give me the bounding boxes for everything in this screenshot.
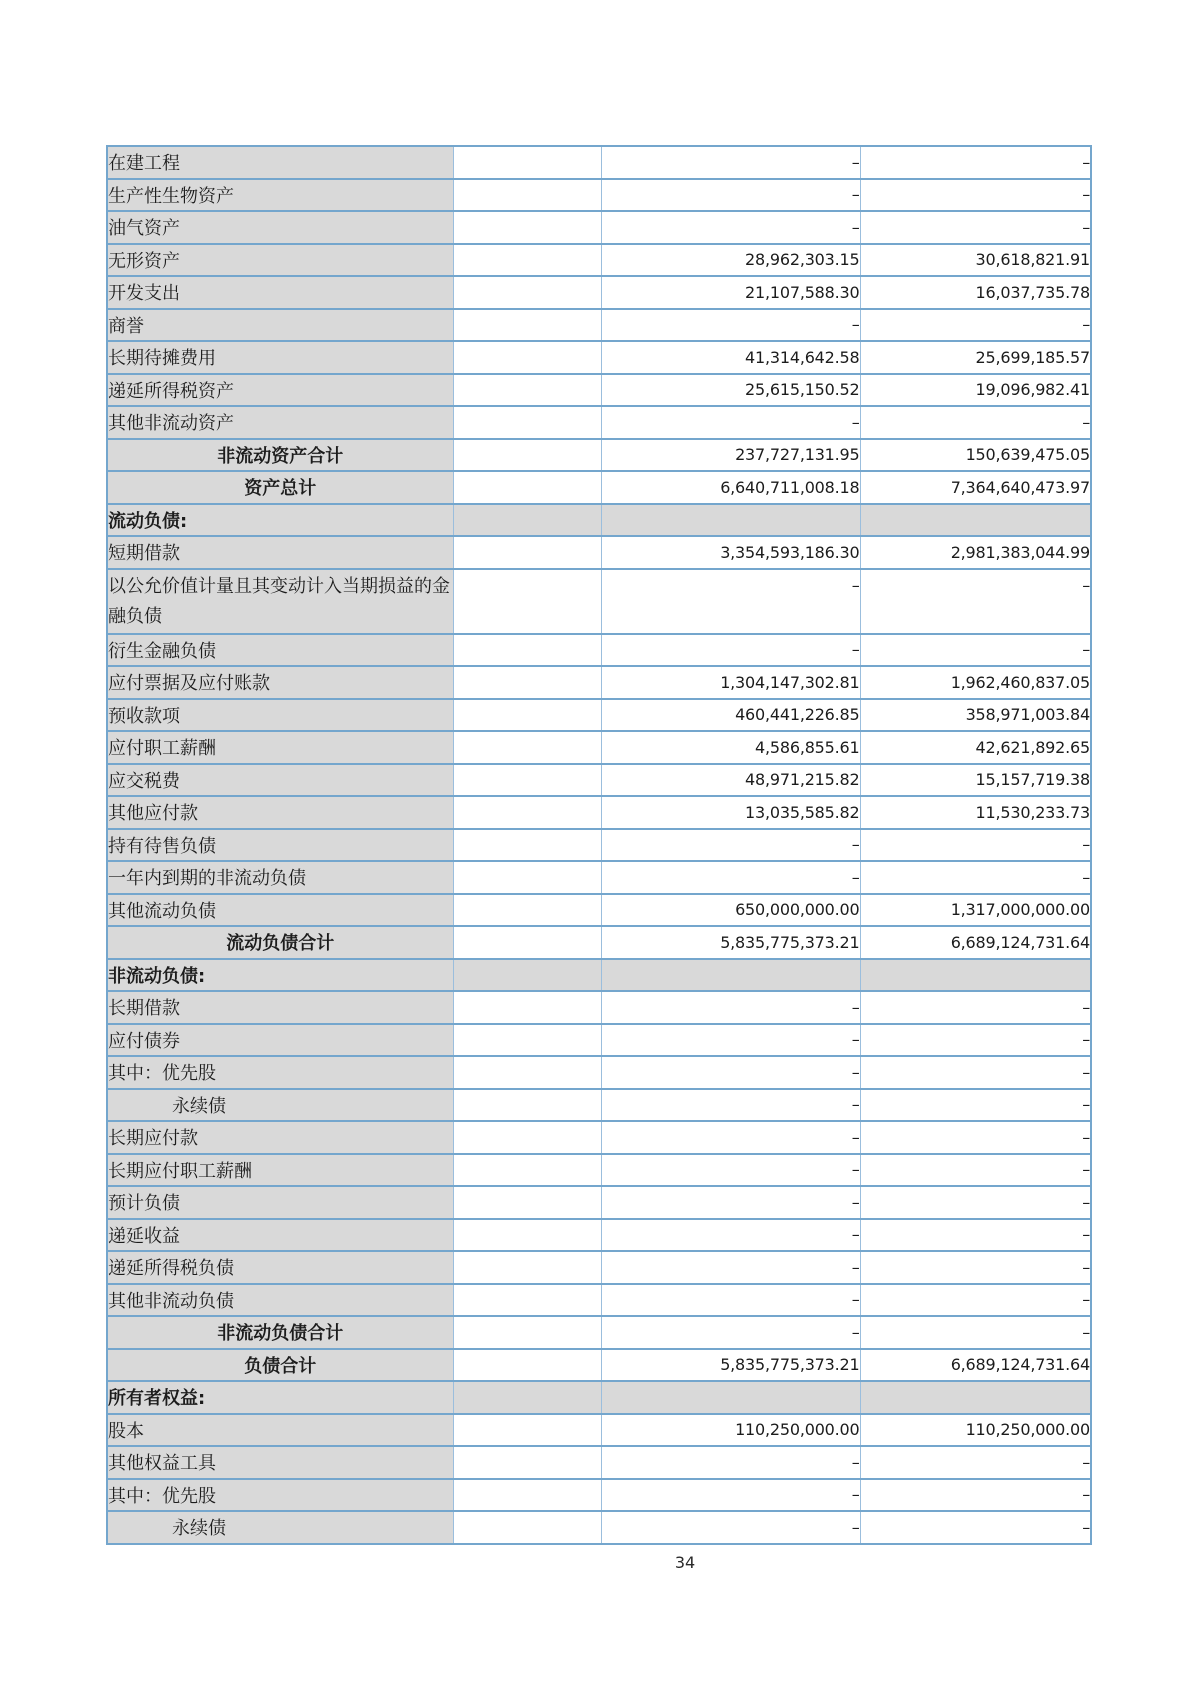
current-amount: 48,971,215.82 <box>601 764 860 797</box>
current-amount: 6,640,711,008.18 <box>601 471 860 504</box>
prior-amount: – <box>860 861 1091 894</box>
prior-amount <box>860 504 1091 537</box>
prior-amount: – <box>860 829 1091 862</box>
table-row <box>107 1024 1091 1057</box>
balance-sheet-rows <box>107 146 1091 1544</box>
row-label: 其他非流动负债 <box>107 1284 453 1317</box>
table-row <box>107 276 1091 309</box>
prior-amount: – <box>860 1089 1091 1122</box>
row-label: 其他流动负债 <box>107 894 453 927</box>
note-cell <box>453 829 601 862</box>
note-cell <box>453 1511 601 1544</box>
note-cell <box>453 634 601 667</box>
row-label: 预计负债 <box>107 1186 453 1219</box>
note-cell <box>453 1414 601 1447</box>
note-cell <box>453 504 601 537</box>
current-amount: – <box>601 829 860 862</box>
prior-amount: 19,096,982.41 <box>860 374 1091 407</box>
current-amount: – <box>601 406 860 439</box>
note-cell <box>453 471 601 504</box>
current-amount: 25,615,150.52 <box>601 374 860 407</box>
current-amount: – <box>601 179 860 212</box>
row-label: 所有者权益: <box>107 1381 453 1414</box>
current-amount: 650,000,000.00 <box>601 894 860 927</box>
note-cell <box>453 796 601 829</box>
table-row <box>107 894 1091 927</box>
row-label: 非流动资产合计 <box>107 439 453 472</box>
current-amount: 5,835,775,373.21 <box>601 926 860 959</box>
current-amount: 21,107,588.30 <box>601 276 860 309</box>
prior-amount: – <box>860 569 1091 634</box>
current-amount <box>601 504 860 537</box>
current-amount: – <box>601 991 860 1024</box>
current-amount: – <box>601 1251 860 1284</box>
note-cell <box>453 1089 601 1122</box>
note-cell <box>453 1121 601 1154</box>
row-label: 应交税费 <box>107 764 453 797</box>
row-label: 预收款项 <box>107 699 453 732</box>
row-label: 递延所得税资产 <box>107 374 453 407</box>
row-label: 一年内到期的非流动负债 <box>107 861 453 894</box>
prior-amount: – <box>860 1056 1091 1089</box>
table-row <box>107 1056 1091 1089</box>
row-label: 流动负债合计 <box>107 926 453 959</box>
row-label: 资产总计 <box>107 471 453 504</box>
prior-amount: – <box>860 1251 1091 1284</box>
table-row <box>107 959 1091 992</box>
current-amount: – <box>601 1479 860 1512</box>
prior-amount: – <box>860 309 1091 342</box>
table-row <box>107 1479 1091 1512</box>
table-row <box>107 1284 1091 1317</box>
current-amount <box>601 959 860 992</box>
row-label: 短期借款 <box>107 536 453 569</box>
note-cell <box>453 276 601 309</box>
row-label: 负债合计 <box>107 1349 453 1382</box>
note-cell <box>453 244 601 277</box>
current-amount: – <box>601 1154 860 1187</box>
table-row <box>107 666 1091 699</box>
table-row <box>107 439 1091 472</box>
table-row <box>107 1381 1091 1414</box>
note-cell <box>453 926 601 959</box>
table-row <box>107 504 1091 537</box>
current-amount: – <box>601 1024 860 1057</box>
table-row <box>107 829 1091 862</box>
prior-amount: 11,530,233.73 <box>860 796 1091 829</box>
table-row <box>107 309 1091 342</box>
prior-amount: 1,317,000,000.00 <box>860 894 1091 927</box>
prior-amount: 2,981,383,044.99 <box>860 536 1091 569</box>
note-cell <box>453 861 601 894</box>
table-row <box>107 1089 1091 1122</box>
note-cell <box>453 1251 601 1284</box>
row-label: 股本 <box>107 1414 453 1447</box>
row-label: 应付职工薪酬 <box>107 731 453 764</box>
note-cell <box>453 146 601 179</box>
current-amount: – <box>601 569 860 634</box>
prior-amount: – <box>860 179 1091 212</box>
table-row <box>107 1121 1091 1154</box>
note-cell <box>453 179 601 212</box>
current-amount: – <box>601 1089 860 1122</box>
table-row <box>107 991 1091 1024</box>
row-label: 长期应付款 <box>107 1121 453 1154</box>
table-row <box>107 179 1091 212</box>
prior-amount: 30,618,821.91 <box>860 244 1091 277</box>
prior-amount: – <box>860 1024 1091 1057</box>
prior-amount: 110,250,000.00 <box>860 1414 1091 1447</box>
note-cell <box>453 211 601 244</box>
current-amount: – <box>601 1511 860 1544</box>
row-label: 无形资产 <box>107 244 453 277</box>
table-row <box>107 1316 1091 1349</box>
row-label: 长期应付职工薪酬 <box>107 1154 453 1187</box>
note-cell <box>453 1284 601 1317</box>
prior-amount: – <box>860 634 1091 667</box>
table-row <box>107 1349 1091 1382</box>
current-amount: 28,962,303.15 <box>601 244 860 277</box>
row-label: 永续债 <box>107 1511 453 1544</box>
current-amount: 460,441,226.85 <box>601 699 860 732</box>
note-cell <box>453 1219 601 1252</box>
prior-amount: 25,699,185.57 <box>860 341 1091 374</box>
row-label: 应付票据及应付账款 <box>107 666 453 699</box>
prior-amount: 7,364,640,473.97 <box>860 471 1091 504</box>
table-row <box>107 341 1091 374</box>
table-row <box>107 1511 1091 1544</box>
prior-amount: – <box>860 146 1091 179</box>
row-label: 递延收益 <box>107 1219 453 1252</box>
table-row <box>107 764 1091 797</box>
row-label: 其中：优先股 <box>107 1479 453 1512</box>
prior-amount: – <box>860 1446 1091 1479</box>
current-amount: 4,586,855.61 <box>601 731 860 764</box>
prior-amount: – <box>860 1219 1091 1252</box>
note-cell <box>453 699 601 732</box>
current-amount: – <box>601 1446 860 1479</box>
row-label: 油气资产 <box>107 211 453 244</box>
prior-amount: – <box>860 1154 1091 1187</box>
table-row <box>107 406 1091 439</box>
table-row <box>107 374 1091 407</box>
table-row <box>107 1154 1091 1187</box>
prior-amount: – <box>860 1479 1091 1512</box>
prior-amount: – <box>860 1121 1091 1154</box>
table-row <box>107 1251 1091 1284</box>
row-label: 在建工程 <box>107 146 453 179</box>
note-cell <box>453 1446 601 1479</box>
current-amount: – <box>601 211 860 244</box>
current-amount: 41,314,642.58 <box>601 341 860 374</box>
note-cell <box>453 666 601 699</box>
prior-amount: – <box>860 1316 1091 1349</box>
page-number: 34 <box>674 1553 696 1572</box>
prior-amount <box>860 1381 1091 1414</box>
note-cell <box>453 764 601 797</box>
row-label: 以公允价值计量且其变动计入当期损益的金融负债 <box>107 569 453 634</box>
row-label: 非流动负债: <box>107 959 453 992</box>
note-cell <box>453 374 601 407</box>
note-cell <box>453 1479 601 1512</box>
note-cell <box>453 991 601 1024</box>
note-cell <box>453 536 601 569</box>
table-row <box>107 1446 1091 1479</box>
current-amount: – <box>601 1056 860 1089</box>
prior-amount: 358,971,003.84 <box>860 699 1091 732</box>
table-row <box>107 569 1091 634</box>
note-cell <box>453 569 601 634</box>
note-cell <box>453 1316 601 1349</box>
row-label: 长期待摊费用 <box>107 341 453 374</box>
note-cell <box>453 439 601 472</box>
note-cell <box>453 959 601 992</box>
note-cell <box>453 1381 601 1414</box>
prior-amount: 6,689,124,731.64 <box>860 926 1091 959</box>
current-amount: – <box>601 1284 860 1317</box>
current-amount: – <box>601 861 860 894</box>
prior-amount: – <box>860 1186 1091 1219</box>
row-label: 应付债券 <box>107 1024 453 1057</box>
prior-amount: – <box>860 211 1091 244</box>
row-label: 持有待售负债 <box>107 829 453 862</box>
prior-amount: 15,157,719.38 <box>860 764 1091 797</box>
row-label: 衍生金融负债 <box>107 634 453 667</box>
row-label: 其他应付款 <box>107 796 453 829</box>
current-amount: 110,250,000.00 <box>601 1414 860 1447</box>
table-row <box>107 699 1091 732</box>
current-amount: 3,354,593,186.30 <box>601 536 860 569</box>
table-row <box>107 244 1091 277</box>
current-amount: 1,304,147,302.81 <box>601 666 860 699</box>
row-label: 递延所得税负债 <box>107 1251 453 1284</box>
prior-amount: – <box>860 991 1091 1024</box>
table-row <box>107 634 1091 667</box>
current-amount: 5,835,775,373.21 <box>601 1349 860 1382</box>
note-cell <box>453 1056 601 1089</box>
current-amount: – <box>601 146 860 179</box>
current-amount: – <box>601 1219 860 1252</box>
table-row <box>107 861 1091 894</box>
prior-amount: – <box>860 1511 1091 1544</box>
row-label: 生产性生物资产 <box>107 179 453 212</box>
row-label: 其他权益工具 <box>107 1446 453 1479</box>
prior-amount: 16,037,735.78 <box>860 276 1091 309</box>
current-amount: 13,035,585.82 <box>601 796 860 829</box>
note-cell <box>453 894 601 927</box>
balance-sheet-table <box>106 145 1092 1545</box>
row-label: 开发支出 <box>107 276 453 309</box>
prior-amount: – <box>860 406 1091 439</box>
current-amount: – <box>601 309 860 342</box>
table-row <box>107 1186 1091 1219</box>
table-row <box>107 536 1091 569</box>
prior-amount: 6,689,124,731.64 <box>860 1349 1091 1382</box>
note-cell <box>453 1186 601 1219</box>
note-cell <box>453 1154 601 1187</box>
table-row <box>107 211 1091 244</box>
current-amount: – <box>601 1186 860 1219</box>
prior-amount: – <box>860 1284 1091 1317</box>
table-row <box>107 796 1091 829</box>
row-label: 永续债 <box>107 1089 453 1122</box>
prior-amount: 1,962,460,837.05 <box>860 666 1091 699</box>
table-row <box>107 471 1091 504</box>
note-cell <box>453 1024 601 1057</box>
row-label: 其他非流动资产 <box>107 406 453 439</box>
table-row <box>107 731 1091 764</box>
row-label: 流动负债: <box>107 504 453 537</box>
note-cell <box>453 406 601 439</box>
table-row <box>107 146 1091 179</box>
row-label: 商誉 <box>107 309 453 342</box>
note-cell <box>453 341 601 374</box>
note-cell <box>453 731 601 764</box>
note-cell <box>453 309 601 342</box>
row-label: 非流动负债合计 <box>107 1316 453 1349</box>
row-label: 长期借款 <box>107 991 453 1024</box>
row-label: 其中：优先股 <box>107 1056 453 1089</box>
prior-amount: 42,621,892.65 <box>860 731 1091 764</box>
current-amount: – <box>601 1121 860 1154</box>
current-amount <box>601 1381 860 1414</box>
table-row <box>107 1414 1091 1447</box>
current-amount: 237,727,131.95 <box>601 439 860 472</box>
current-amount: – <box>601 1316 860 1349</box>
table-row <box>107 1219 1091 1252</box>
prior-amount: 150,639,475.05 <box>860 439 1091 472</box>
table-row <box>107 926 1091 959</box>
current-amount: – <box>601 634 860 667</box>
note-cell <box>453 1349 601 1382</box>
prior-amount <box>860 959 1091 992</box>
